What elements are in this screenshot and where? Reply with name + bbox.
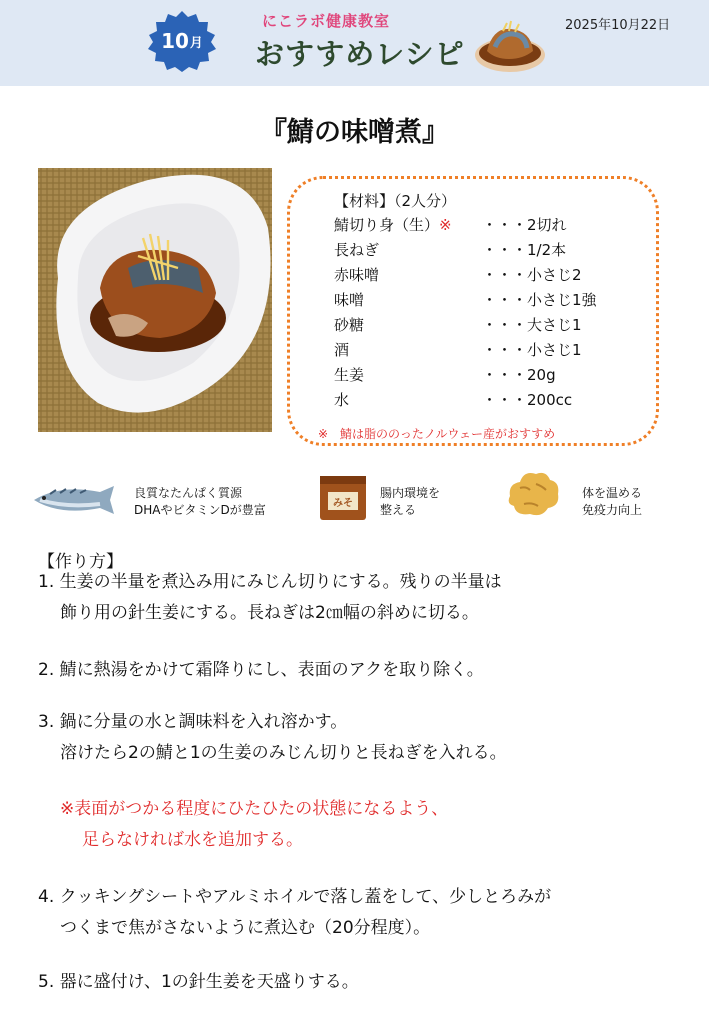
- miso-label: みそ: [333, 498, 353, 509]
- warning-line: ※表面がつかる程度にひたひたの状態になるよう、: [60, 799, 449, 819]
- benefit-line: 整える: [380, 503, 417, 517]
- method-warning: [60, 794, 448, 856]
- method-step: [38, 967, 359, 998]
- method-heading: 【作り方】: [38, 552, 123, 572]
- ingredient-row: [334, 289, 634, 311]
- ingredient-row: [334, 339, 634, 361]
- simmered-dish-icon: [473, 17, 547, 75]
- recipe-title: 『鯖の味噌煮』: [260, 117, 449, 148]
- benefit-text-ginger: [582, 485, 642, 519]
- ingredient-name: 長ねぎ: [334, 241, 380, 259]
- ingredient-amount: ・・・大さじ1: [482, 316, 582, 334]
- method-step: [38, 567, 502, 629]
- month-number: 10: [161, 29, 189, 53]
- miso-icon: [316, 472, 370, 522]
- ingredient-row: [334, 389, 634, 411]
- step-line: 1. 生姜の半量を煮込み用にみじん切りにする。残りの半量は: [38, 572, 502, 592]
- ingredient-name: 酒: [334, 341, 350, 359]
- ingredient-amount: ・・・小さじ1強: [482, 291, 597, 309]
- header-banner: [0, 0, 709, 86]
- ingredient-name: 砂糖: [334, 316, 365, 334]
- ingredient-amount: ・・・1/2本: [482, 241, 567, 259]
- benefit-line: 腸内環境を: [380, 486, 441, 500]
- header-title: おすすめレシピ: [255, 37, 465, 71]
- method-step: [38, 707, 507, 769]
- step-line: 2. 鯖に熱湯をかけて霜降りにし、表面のアクを取り除く。: [38, 660, 484, 680]
- ingredient-row: [334, 364, 634, 386]
- ingredient-name: 生姜: [334, 366, 365, 384]
- month-badge: [146, 10, 218, 72]
- header-date: 2025年10月22日: [565, 18, 671, 33]
- ingredient-amount: ・・・小さじ1: [482, 341, 582, 359]
- ginger-icon: [502, 466, 564, 522]
- step-line: 5. 器に盛付け、1の針生姜を天盛りする。: [38, 972, 359, 992]
- ingredient-amount: ・・・20g: [482, 366, 556, 384]
- warning-line: 足らなければ水を追加する。: [82, 830, 303, 850]
- step-line: 溶けたら2の鯖と1の生姜のみじん切りと長ねぎを入れる。: [60, 743, 507, 763]
- month-suffix: 月: [189, 35, 203, 51]
- ingredient-name: 水: [334, 391, 350, 409]
- ingredients-note: ※ 鯖は脂ののったノルウェー産がおすすめ: [318, 427, 556, 441]
- ingredient-name: 赤味噌: [334, 266, 380, 284]
- dish-photo: [38, 168, 272, 432]
- method-step: [38, 655, 484, 686]
- month-label: [146, 10, 218, 72]
- ingredient-amount: ・・・200cc: [482, 391, 573, 409]
- ingredient-amount: ・・・2切れ: [482, 216, 567, 234]
- ingredient-row: [334, 214, 634, 236]
- mackerel-icon: [30, 482, 128, 518]
- benefit-text-miso: [380, 485, 440, 519]
- ingredient-row: [334, 314, 634, 336]
- ingredient-name: 味噌: [334, 291, 365, 309]
- ingredients-header: 【材料】（2人分）: [334, 192, 457, 210]
- ingredient-name: 鯖切り身（生）※: [334, 216, 452, 234]
- ingredient-note-mark: ※: [439, 216, 452, 234]
- step-line: 4. クッキングシートやアルミホイルで落し蓋をして、少しとろみが: [38, 887, 552, 907]
- step-line: つくまで焦がさないように煮込む（20分程度）。: [60, 918, 431, 938]
- ingredient-row: [334, 264, 634, 286]
- benefit-line: DHAやビタミンDが豊富: [134, 503, 266, 517]
- method-step: [38, 882, 551, 944]
- ingredient-amount: ・・・小さじ2: [482, 266, 582, 284]
- header-subtitle: にこラボ健康教室: [262, 12, 391, 30]
- step-line: 飾り用の針生姜にする。長ねぎは2㎝幅の斜めに切る。: [60, 603, 479, 623]
- ingredient-row: [334, 239, 634, 261]
- benefit-text-fish: [134, 485, 266, 519]
- benefit-line: 良質なたんぱく質源: [134, 486, 243, 500]
- step-line: 3. 鍋に分量の水と調味料を入れ溶かす。: [38, 712, 348, 732]
- benefit-line: 免疫力向上: [582, 503, 643, 517]
- benefit-line: 体を温める: [582, 486, 643, 500]
